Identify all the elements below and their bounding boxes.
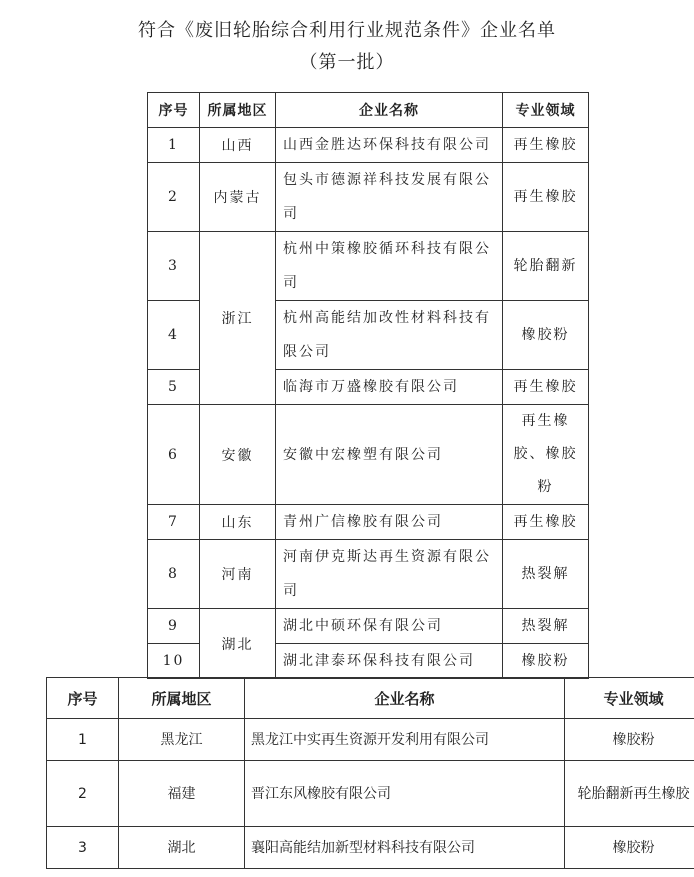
cell-name: 河南伊克斯达再生资源有限公司: [276, 540, 503, 609]
table-row: [47, 761, 694, 827]
cell-no: 1: [47, 719, 119, 761]
header-no: 序号: [148, 93, 200, 128]
table-row: [47, 827, 694, 869]
cell-region: 山西: [200, 128, 276, 163]
header-region: 所属地区: [119, 678, 245, 719]
table-row: [148, 405, 589, 505]
cell-region: 湖北: [200, 609, 276, 679]
cell-field: 再生橡胶、橡胶粉: [503, 405, 589, 505]
header-region: 所属地区: [200, 93, 276, 128]
table-row: [148, 505, 589, 540]
cell-field: 轮胎翻新再生橡胶: [565, 761, 694, 827]
cell-field: 橡胶粉: [565, 827, 694, 869]
cell-field: 橡胶粉: [503, 301, 589, 370]
cell-no: 4: [148, 301, 200, 370]
cell-region: 湖北: [119, 827, 245, 869]
cell-no: 10: [148, 644, 200, 679]
cell-no: 1: [148, 128, 200, 163]
cell-no: 2: [148, 163, 200, 232]
table-row: [148, 163, 589, 232]
cell-no: 5: [148, 370, 200, 405]
header-name: 企业名称: [245, 678, 565, 719]
cell-region: 内蒙古: [200, 163, 276, 232]
cell-region: 河南: [200, 540, 276, 609]
header-field: 专业领域: [503, 93, 589, 128]
cell-name: 湖北津泰环保科技有限公司: [276, 644, 503, 679]
cell-name: 安徽中宏橡塑有限公司: [276, 405, 503, 505]
table-header-row: [148, 93, 589, 128]
header-field: 专业领域: [565, 678, 694, 719]
cell-field: 再生橡胶: [503, 370, 589, 405]
cell-field: 轮胎翻新: [503, 232, 589, 301]
cell-no: 3: [148, 232, 200, 301]
cell-region: 山东: [200, 505, 276, 540]
cell-name: 临海市万盛橡胶有限公司: [276, 370, 503, 405]
table-row: [148, 232, 589, 301]
cell-no: 7: [148, 505, 200, 540]
cell-no: 9: [148, 609, 200, 644]
cell-field: 再生橡胶: [503, 128, 589, 163]
enterprise-table-batch-1: [147, 92, 589, 679]
cell-field: 热裂解: [503, 540, 589, 609]
cell-no: 8: [148, 540, 200, 609]
header-no: 序号: [47, 678, 119, 719]
cell-no: 6: [148, 405, 200, 505]
table-row: [148, 540, 589, 609]
header-name: 企业名称: [276, 93, 503, 128]
cell-name: 山西金胜达环保科技有限公司: [276, 128, 503, 163]
cell-field: 再生橡胶: [503, 163, 589, 232]
table-header-row: [47, 678, 694, 719]
table-row: [148, 609, 589, 644]
cell-name: 襄阳高能结加新型材料科技有限公司: [245, 827, 565, 869]
cell-field: 热裂解: [503, 609, 589, 644]
cell-no: 2: [47, 761, 119, 827]
cell-name: 青州广信橡胶有限公司: [276, 505, 503, 540]
cell-field: 橡胶粉: [503, 644, 589, 679]
cell-region: 黑龙江: [119, 719, 245, 761]
enterprise-table-batch-2: [46, 677, 694, 869]
cell-region: 安徽: [200, 405, 276, 505]
cell-name: 晋江东风橡胶有限公司: [245, 761, 565, 827]
cell-field: 橡胶粉: [565, 719, 694, 761]
cell-no: 3: [47, 827, 119, 869]
cell-field: 再生橡胶: [503, 505, 589, 540]
document-subtitle: （第一批）: [299, 52, 395, 73]
cell-name: 杭州中策橡胶循环科技有限公司: [276, 232, 503, 301]
cell-name: 包头市德源祥科技发展有限公司: [276, 163, 503, 232]
cell-name: 黑龙江中实再生资源开发利用有限公司: [245, 719, 565, 761]
document-title: 符合《废旧轮胎综合利用行业规范条件》企业名单: [138, 20, 556, 41]
cell-name: 湖北中硕环保有限公司: [276, 609, 503, 644]
cell-region: 浙江: [200, 232, 276, 405]
table-row: [148, 128, 589, 163]
table-row: [47, 719, 694, 761]
cell-region: 福建: [119, 761, 245, 827]
cell-name: 杭州高能结加改性材料科技有限公司: [276, 301, 503, 370]
